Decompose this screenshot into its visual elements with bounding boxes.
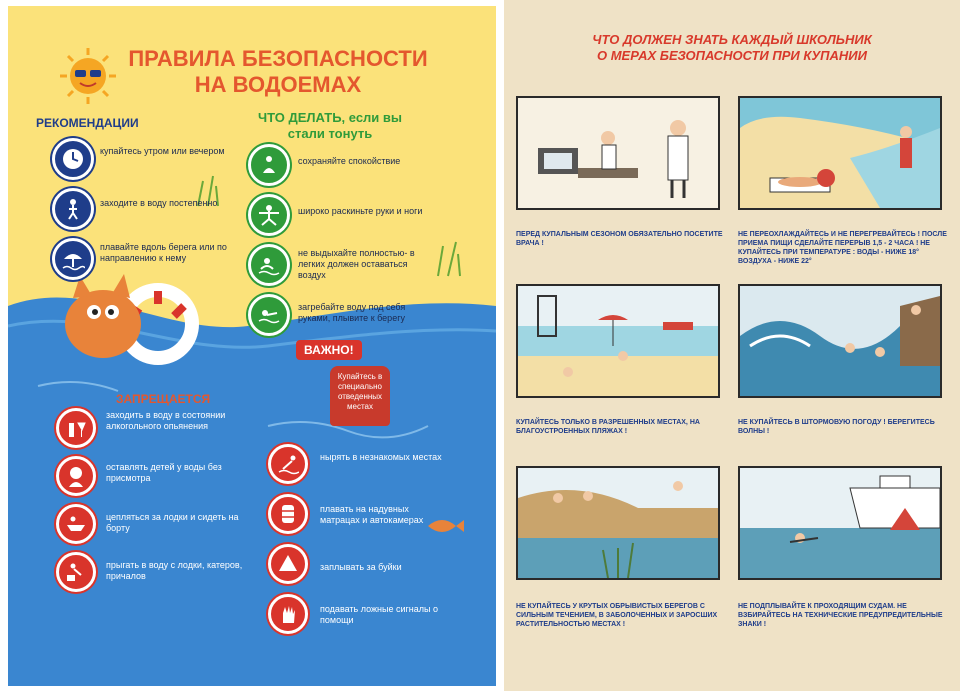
drowning-tip-text: сохраняйте спокойствие [298,156,401,166]
buoy-icon [268,544,308,584]
dive-unknown-icon [268,444,308,484]
drowning-tip-text: не выдыхайте полностью- в легких должен оставаться воздух [298,248,415,280]
sun-icon [58,46,118,106]
storm-illustration [740,286,940,396]
swimmer-umbrella-icon [52,238,94,280]
swim-stroke-icon [248,294,290,336]
forbidden-text: плавать на надувных матрацах и автокамерах [320,504,424,525]
recommendation-text: плавайте вдоль берега или по направлению к нему [100,242,227,263]
child-icon [56,456,96,496]
panel-cliff [516,466,720,580]
clock-icon [52,138,94,180]
inflatable-mattress-icon [268,494,308,534]
panel-caption: НЕ КУПАЙТЕСЬ У КРУТЫХ ОБРЫВИСТЫХ БЕРЕГОВ С СИЛЬНЫМ ТЕЧЕНИЕМ, В ЗАБОЛОЧЕННЫХ И ЗАРОСШИХ РАСТИТЕЛЬНОСТЬЮ МЕСТАХ ! [516,603,718,628]
recommendation-text: заходите в воду постепенно [100,198,218,208]
boat-hanging-icon [56,504,96,544]
panel-caption: КУПАЙТЕСЬ ТОЛЬКО В РАЗРЕШЕННЫХ МЕСТАХ, НА БЛАГОУСТРОЕННЫХ ПЛЯЖАХ ! [516,419,700,435]
recommendation-text: купайтесь утром или вечером [100,146,225,156]
cliff-illustration [518,468,718,578]
drowning-heading: ЧТО ДЕЛАТЬ, если вы стали тонуть [257,110,403,141]
panel-storm [738,284,942,398]
forbidden-text: заплывать за буйки [320,562,402,572]
left-poster [8,6,496,686]
person-wading-icon [52,188,94,230]
panel-caption: НЕ ПОДПЛЫВАЙТЕ К ПРОХОДЯЩИМ СУДАМ. НЕ ВЗБИРАЙТЕСЬ НА ТЕХНИЧЕСКИЕ ПРЕДУПРЕДИТЕЛЬНЫЕ ЗНАКИ ! [738,603,943,628]
forbidden-text: подавать ложные сигналы о помощи [320,604,438,625]
spread-limbs-icon [248,194,290,236]
panel-caption: НЕ ПЕРЕОХЛАЖДАЙТЕСЬ И НЕ ПЕРЕГРЕВАЙТЕСЬ ! ПОСЛЕ ПРИЕМА ПИЩИ СДЕЛАЙТЕ ПЕРЕРЫВ 1,5 - 2 ЧАСА ! НЕ КУПАЙТЕСЬ ПРИ ТЕМПЕРАТУРЕ : ВОДЫ - НИЖЕ 18° ВОЗДУХА - НИЖЕ 22° [738,231,947,265]
important-badge: ВАЖНО! [296,340,362,360]
panel-doctor [516,96,720,210]
forbidden-text: цепляться за лодки и сидеть на борту [106,512,239,533]
forbidden-text: оставлять детей у воды без присмотра [106,462,222,483]
hand-signal-icon [268,594,308,634]
sunbathing-illustration [740,98,940,208]
diving-icon [56,552,96,592]
bottle-glass-icon [56,408,96,448]
forbidden-text: заходить в воду в состоянии алкогольного опьянения [106,410,226,431]
doctor-illustration [518,98,718,208]
title-line-2: О МЕРАХ БЕЗОПАСНОСТИ ПРИ КУПАНИИ [597,48,867,63]
forbidden-text: прыгать в воду с лодки, катеров, причалов [106,560,243,581]
breath-icon [248,244,290,286]
right-poster-title [504,32,960,64]
forbidden-heading: ЗАПРЕЩАЕТСЯ [116,392,211,406]
panel-caption: НЕ КУПАЙТЕСЬ В ШТОРМОВУЮ ПОГОДУ ! БЕРЕГИТЕСЬ ВОЛНЫ ! [738,419,935,435]
title-line-1: ЧТО ДОЛЖЕН ЗНАТЬ КАЖДЫЙ ШКОЛЬНИК [592,32,872,47]
important-buoy: Купайтесь в специально отведенных местах [330,366,390,426]
drowning-tip-text: широко раскиньте руки и ноги [298,206,423,216]
right-poster [504,0,960,691]
panel-caption: ПЕРЕД КУПАЛЬНЫМ СЕЗОНОМ ОБЯЗАТЕЛЬНО ПОСЕТИТЕ ВРАЧА ! [516,231,723,247]
drowning-tip-text: загребайте воду под себя руками, плывите к берегу [298,302,406,323]
page-title: ПРАВИЛА БЕЗОПАСНОСТИ НА ВОДОЕМАХ [128,46,428,97]
ship-illustration [740,468,940,578]
panel-sunbathing [738,96,942,210]
forbidden-text: нырять в незнакомых местах [320,452,442,462]
beach-illustration [518,286,718,396]
calm-person-icon [248,144,290,186]
panel-ship [738,466,942,580]
panel-beach [516,284,720,398]
recommendations-heading: РЕКОМЕНДАЦИИ [36,116,139,130]
